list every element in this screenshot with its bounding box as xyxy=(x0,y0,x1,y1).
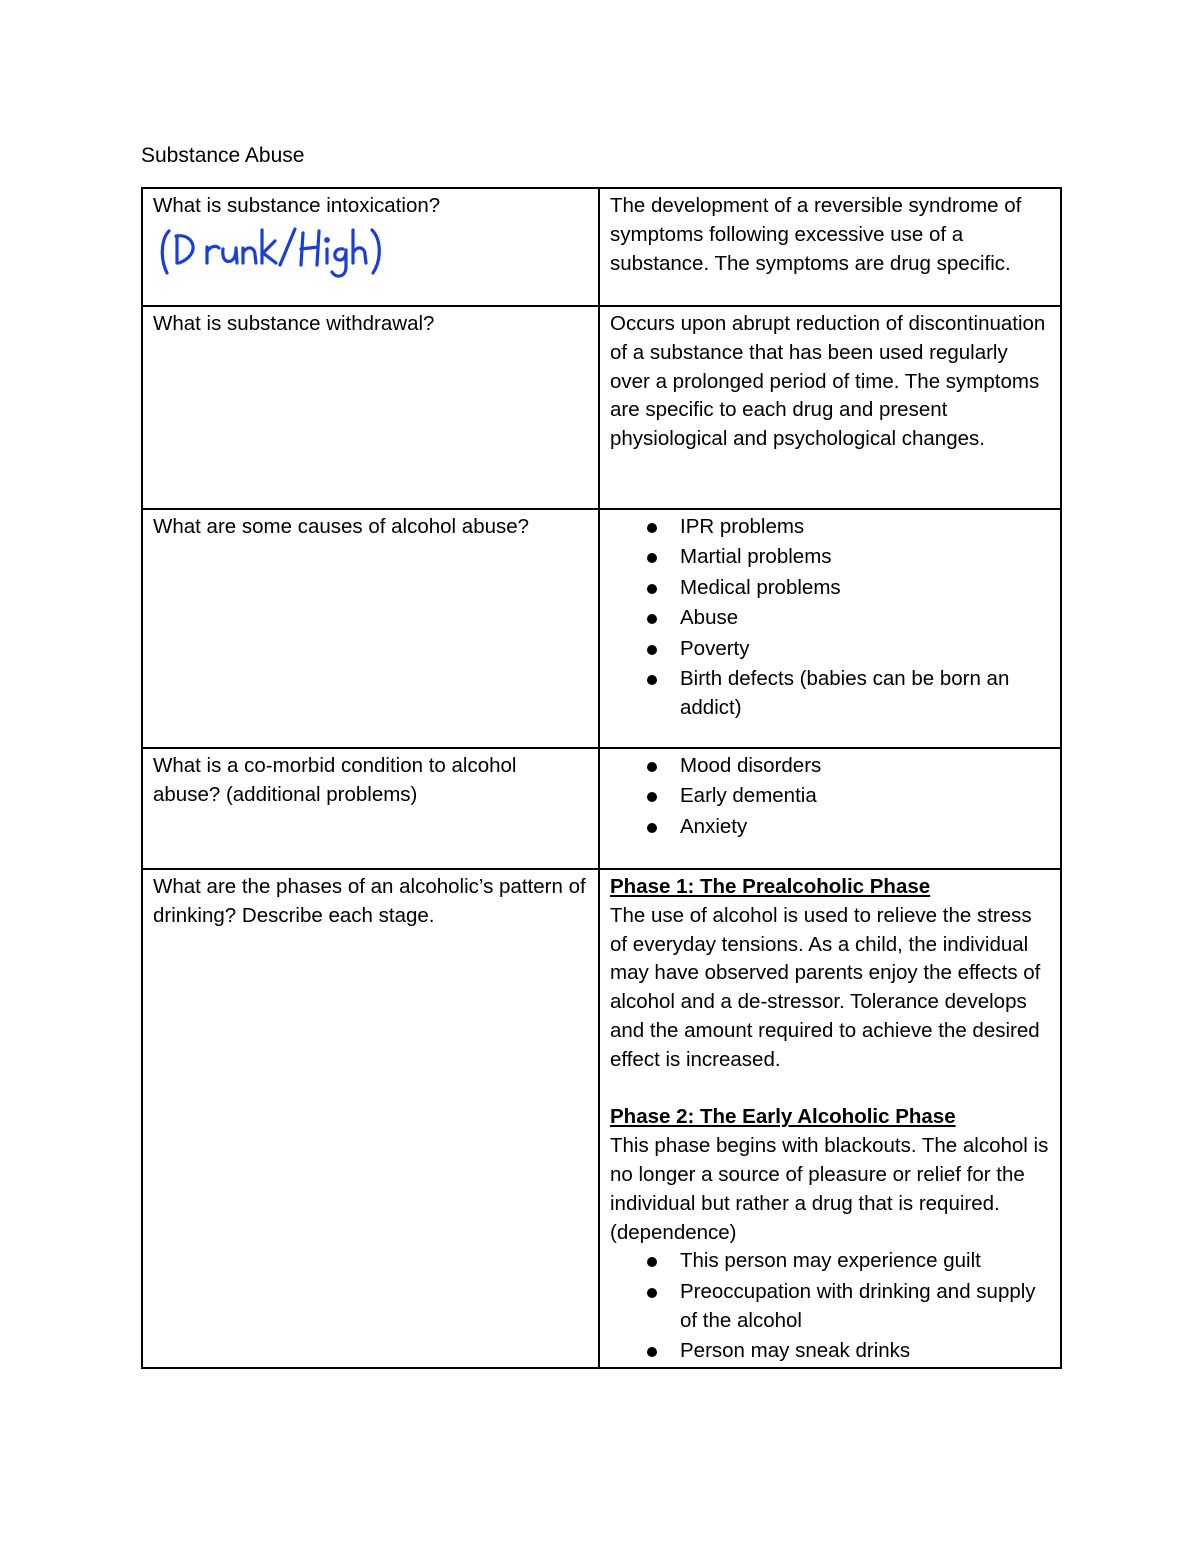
answer-text: Occurs upon abrupt reduction of discontinuation of a substance that has been used regularly over a prolonged period of time. The symptoms are specific to each drug and present physiological and psychological changes. xyxy=(610,312,1046,451)
phase-heading: Phase 1: The Prealcoholic Phase xyxy=(610,875,931,898)
handwritten-note xyxy=(155,225,385,283)
table-row xyxy=(142,306,1061,509)
list-item: Abuse xyxy=(610,604,1050,633)
question-text: What is substance withdrawal? xyxy=(153,312,435,335)
question-text: What is a co-morbid condition to alcohol abuse? (additional problems) xyxy=(153,754,517,806)
question-cell xyxy=(142,509,599,748)
list-item: Mood disorders xyxy=(610,752,1050,781)
question-cell xyxy=(142,748,599,869)
table-row xyxy=(142,748,1061,869)
table-row xyxy=(142,509,1061,748)
question-cell xyxy=(142,306,599,509)
list-item: Martial problems xyxy=(610,543,1050,572)
list-item: This person may experience guilt xyxy=(610,1247,1050,1276)
comorbid-list xyxy=(610,752,1050,842)
phase-text: The use of alcohol is used to relieve the stress of everyday tensions. As a child, the individual may have observed parents enjoy the effects of alcohol and a de-stressor. Tolerance develops and the amount required to achieve the desired effect is increased. xyxy=(610,903,1041,1071)
table-row xyxy=(142,869,1061,1368)
list-item: IPR problems xyxy=(610,513,1050,542)
answer-cell xyxy=(599,306,1061,509)
causes-list xyxy=(610,513,1050,723)
question-text: What are some causes of alcohol abuse? xyxy=(153,515,530,538)
list-item: Preoccupation with drinking and supply of the alcohol xyxy=(610,1278,1050,1336)
page-title: Substance Abuse xyxy=(141,144,305,167)
list-item: Medical problems xyxy=(610,574,1050,603)
substance-abuse-table xyxy=(141,187,1062,1369)
list-item: Anxiety xyxy=(610,813,1050,842)
list-item: Birth defects (babies can be born an addict) xyxy=(610,665,1050,723)
phase-heading: Phase 2: The Early Alcoholic Phase xyxy=(610,1105,956,1129)
list-item: Poverty xyxy=(610,635,1050,664)
phase-text: This phase begins with blackouts. The alcohol is no longer a source of pleasure or relief for the individual but rather a drug that is required. (dependence) xyxy=(610,1134,1049,1244)
answer-cell xyxy=(599,188,1061,306)
list-item: Early dementia xyxy=(610,782,1050,811)
question-cell xyxy=(142,188,599,306)
answer-cell xyxy=(599,748,1061,869)
answer-cell xyxy=(599,509,1061,748)
question-text: What are the phases of an alcoholic’s pattern of drinking? Describe each stage. xyxy=(153,875,586,927)
table-row xyxy=(142,188,1061,306)
spacer xyxy=(610,1075,1050,1104)
question-cell xyxy=(142,869,599,1368)
answer-text: The development of a reversible syndrome of symptoms following excessive use of a substance. The symptoms are drug specific. xyxy=(610,194,1022,275)
phase-2-list xyxy=(610,1247,1050,1365)
list-item: Person may sneak drinks xyxy=(610,1337,1050,1366)
question-text: What is substance intoxication? xyxy=(153,194,441,217)
answer-cell xyxy=(599,869,1061,1368)
